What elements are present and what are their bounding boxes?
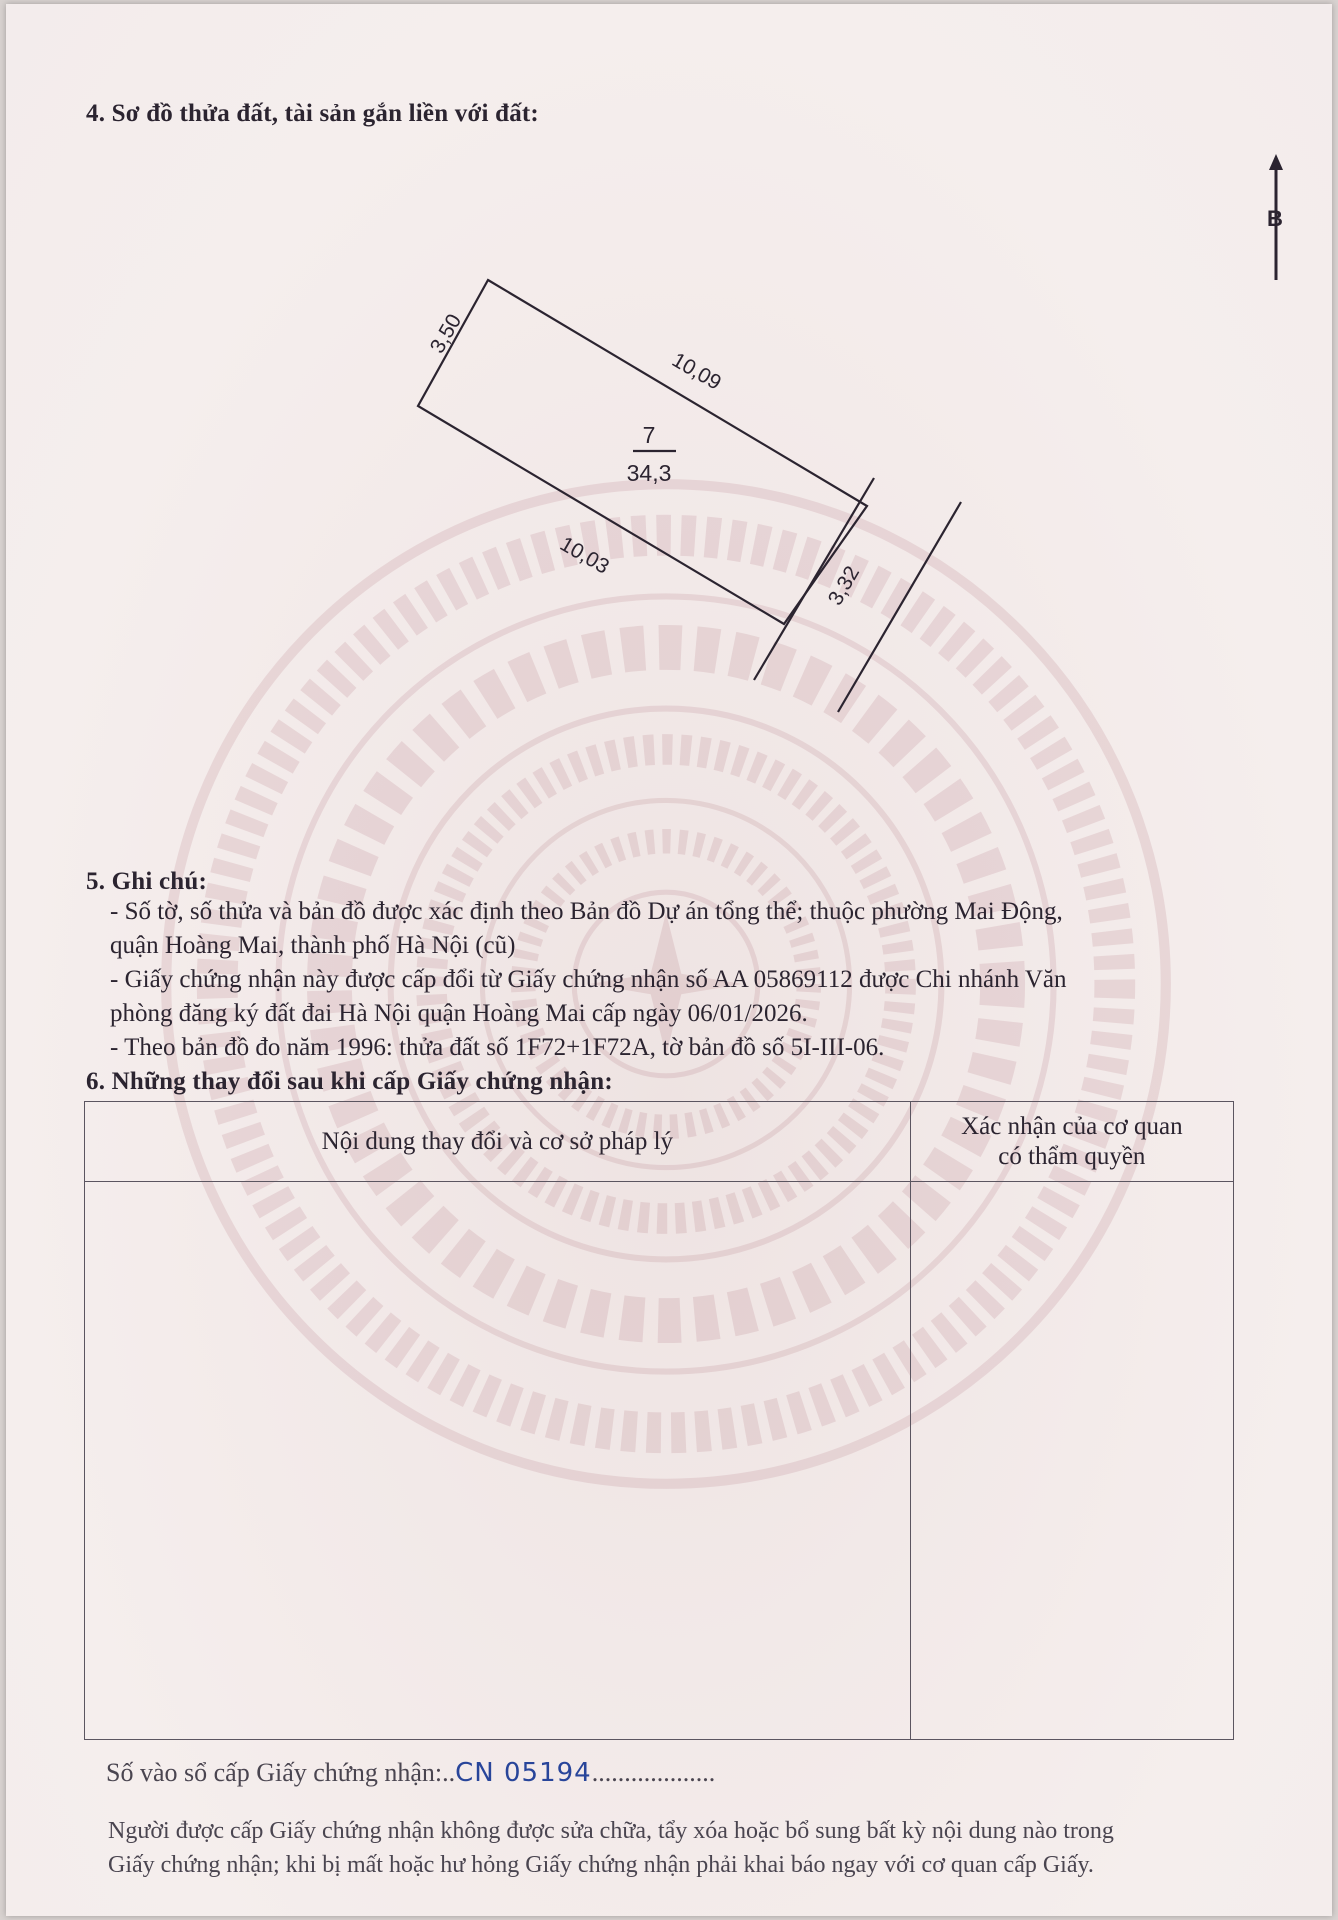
dim-bottom: 10,03	[556, 532, 614, 579]
registry-number-value: CN 05194	[455, 1758, 592, 1788]
dim-right: 3,32	[823, 562, 865, 610]
note-line-1: - Số tờ, số thửa và bản đồ được xác định theo Bản đồ Dự án tổng thể; thuộc phường Mai Động,	[110, 898, 1063, 925]
road-line-right	[838, 502, 961, 712]
changes-table-header	[85, 1102, 1234, 1182]
note-line-4: phòng đăng ký đất đai Hà Nội quận Hoàng Mai cấp ngày 06/01/2026.	[110, 1000, 808, 1027]
header-change-content: Nội dung thay đổi và cơ sở pháp lý	[85, 1102, 911, 1182]
footer-line-2: Giấy chứng nhận; khi bị mất hoặc hư hỏng Giấy chứng nhận phải khai báo ngay với cơ quan cấp Giấy.	[108, 1852, 1094, 1878]
registry-number-line	[106, 1758, 715, 1788]
header-authority-line-1: Xác nhận của cơ quan	[961, 1112, 1183, 1140]
note-line-3: - Giấy chứng nhận này được cấp đổi từ Giấy chứng nhận số AA 05869112 được Chi nhánh Văn	[110, 966, 1067, 993]
parcel-number: 7	[642, 422, 656, 448]
section-6-heading: 6. Những thay đổi sau khi cấp Giấy chứng nhận:	[86, 1068, 613, 1095]
dim-top: 10,09	[668, 348, 726, 395]
note-line-5: - Theo bản đồ đo năm 1996: thửa đất số 1F72+1F72A, tờ bản đồ số 5I-III-06.	[110, 1034, 885, 1061]
dim-top-left: 3,50	[425, 310, 467, 358]
north-letter: B	[1267, 206, 1283, 231]
certificate-page	[6, 4, 1332, 1916]
changes-table-body-row	[85, 1182, 1234, 1740]
header-authority-confirmation	[910, 1102, 1233, 1182]
footer-line-1: Người được cấp Giấy chứng nhận không được sửa chữa, tẩy xóa hoặc bổ sung bất kỳ nội dung nào trong	[108, 1818, 1114, 1844]
parcel-area: 34,3	[626, 460, 672, 486]
note-line-2: quận Hoàng Mai, thành phố Hà Nội (cũ)	[110, 932, 516, 959]
section-4-heading: 4. Sơ đồ thửa đất, tài sản gắn liền với đất:	[86, 100, 539, 127]
parcel-diagram	[6, 4, 1332, 764]
change-content-cell[interactable]	[85, 1182, 911, 1740]
registry-label: Số vào sổ cấp Giấy chứng nhận:..	[106, 1758, 456, 1787]
changes-table	[84, 1101, 1234, 1740]
section-5-heading: 5. Ghi chú:	[86, 868, 207, 895]
header-authority-line-2: có thẩm quyền	[998, 1142, 1146, 1170]
authority-confirmation-cell[interactable]	[910, 1182, 1233, 1740]
registry-dots: ...................	[591, 1758, 716, 1787]
